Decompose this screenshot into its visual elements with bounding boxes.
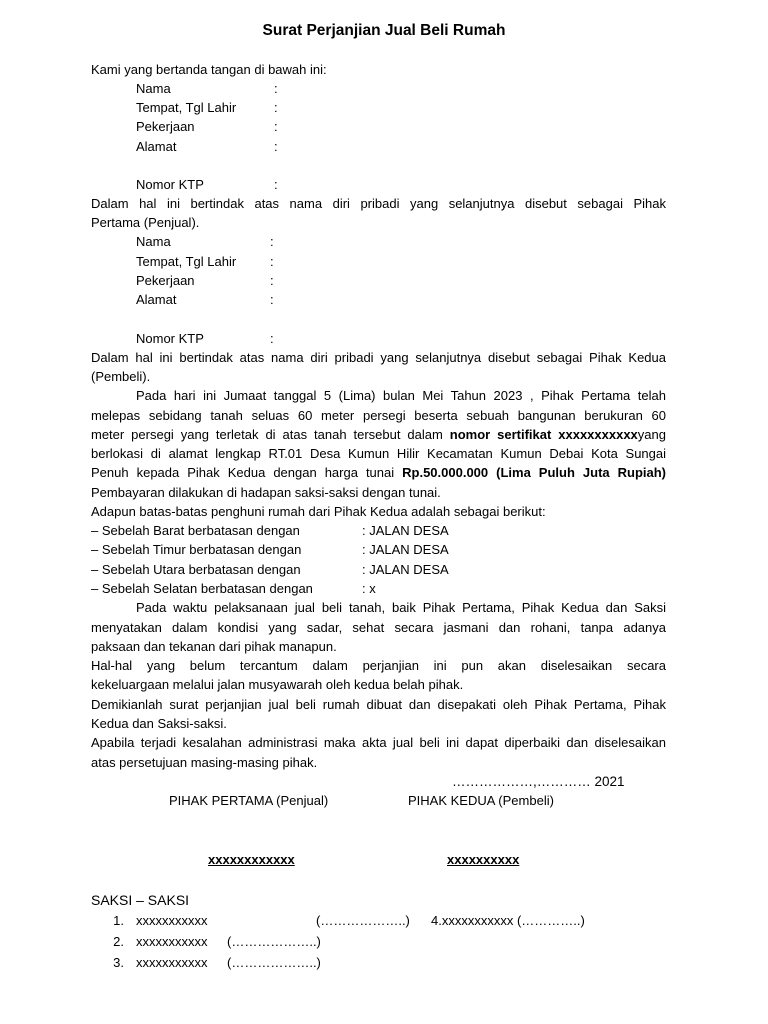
party2-colon: : <box>270 234 274 249</box>
witness-statement-line2: menyatakan dalam kondisi yang sadar, sehat secara jasmani dan rohani, tanpa adanya <box>91 620 666 635</box>
boundary-north-value: : JALAN DESA <box>362 562 449 577</box>
signature-label-buyer: PIHAK KEDUA (Pembeli) <box>408 793 554 808</box>
party2-field-nama: Nama <box>136 234 171 249</box>
settlement-line1: Hal-hal yang belum tercantum dalam perjanjian ini pun akan diselesaikan secara <box>91 658 666 673</box>
admin-line1: Apabila terjadi kesalahan administrasi maka akta jual beli ini dapat diperbaiki dan diselesaikan <box>91 735 666 750</box>
document-title: Surat Perjanjian Jual Beli Rumah <box>262 22 506 39</box>
boundary-east-value: : JALAN DESA <box>362 542 449 557</box>
main-paragraph-line1: Pada hari ini Jumaat tanggal 5 (Lima) bulan Mei Tahun 2023 , Pihak Pertama telah <box>136 388 666 403</box>
boundary-south-label: – Sebelah Selatan berbatasan dengan <box>91 581 313 596</box>
party1-statement-line2: Pertama (Penjual). <box>91 215 200 230</box>
party2-colon: : <box>270 273 274 288</box>
boundary-west-label: – Sebelah Barat berbatasan dengan <box>91 523 300 538</box>
party1-field-pekerjaan: Pekerjaan <box>136 119 195 134</box>
party1-colon: : <box>274 100 278 115</box>
main-paragraph-line6: Pembayaran dilakukan di hadapan saksi-saksi dengan tunai. <box>91 485 441 500</box>
witness-statement-line1: Pada waktu pelaksanaan jual beli tanah, baik Pihak Pertama, Pihak Kedua dan Saksi <box>136 600 666 615</box>
party1-field-alamat: Alamat <box>136 139 177 154</box>
party1-colon: : <box>274 177 278 192</box>
main-paragraph-line3: meter persegi yang terletak di atas tanah tersebut dalam nomor sertifikat xxxxxxxxxxxyang <box>91 427 666 442</box>
party2-colon: : <box>270 331 274 346</box>
party1-colon: : <box>274 139 278 154</box>
party1-colon: : <box>274 119 278 134</box>
admin-line2: atas persetujuan masing-masing pihak. <box>91 755 318 770</box>
intro-text: Kami yang bertanda tangan di bawah ini: <box>91 62 327 77</box>
signature-name-buyer: xxxxxxxxxx <box>447 852 520 867</box>
boundary-east-label: – Sebelah Timur berbatasan dengan <box>91 542 302 557</box>
witness-signature: (………………..) <box>227 955 321 970</box>
boundaries-intro: Adapun batas-batas penghuni rumah dari Pihak Kedua adalah sebagai berikut: <box>91 504 546 519</box>
boundary-south-value: : x <box>362 581 376 596</box>
signature-name-seller: xxxxxxxxxxxx <box>208 852 295 867</box>
witness-name: xxxxxxxxxxx <box>136 955 208 970</box>
main-paragraph-line4: berlokasi di alamat lengkap RT.01 Desa Kumun Hilir Kecamatan Kumun Debai Kota Sungai <box>91 446 666 461</box>
party1-field-nama: Nama <box>136 81 171 96</box>
party1-field-ktp: Nomor KTP <box>136 177 204 192</box>
witness-statement-line3: paksaan dan tekanan dari pihak manapun. <box>91 639 337 654</box>
party2-field-ktp: Nomor KTP <box>136 331 204 346</box>
certificate-number: nomor sertifikat xxxxxxxxxxx <box>449 427 638 442</box>
witness-item-4: 4.xxxxxxxxxxx (…………..) <box>431 913 585 928</box>
witness-signature: (………………..) <box>227 934 321 949</box>
party1-colon: : <box>274 81 278 96</box>
party2-colon: : <box>270 254 274 269</box>
witness-signature: (………………..) <box>316 913 410 928</box>
boundary-north-label: – Sebelah Utara berbatasan dengan <box>91 562 301 577</box>
party2-colon: : <box>270 292 274 307</box>
main-paragraph-line2: melepas sebidang tanah seluas 60 meter persegi beserta sebuah bangunan berukuran 60 <box>91 408 666 423</box>
witnesses-title: SAKSI – SAKSI <box>91 892 190 908</box>
signature-label-seller: PIHAK PERTAMA (Penjual) <box>169 793 329 808</box>
party2-statement-line1: Dalam hal ini bertindak atas nama diri pribadi yang selanjutnya disebut sebagai Pihak Kedua <box>91 350 666 365</box>
witness-name: xxxxxxxxxxx <box>136 913 208 928</box>
closing-line1: Demikianlah surat perjanjian jual beli rumah dibuat dan disepakati oleh Pihak Pertama, Pihak <box>91 697 666 712</box>
main-paragraph-line5: Penuh kepada Pihak Kedua dengan harga tunai Rp.50.000.000 (Lima Puluh Juta Rupiah) <box>91 465 667 480</box>
closing-line2: Kedua dan Saksi-saksi. <box>91 716 227 731</box>
party1-field-ttl: Tempat, Tgl Lahir <box>136 100 237 115</box>
party2-field-alamat: Alamat <box>136 292 177 307</box>
party2-field-pekerjaan: Pekerjaan <box>136 273 195 288</box>
date-line: ………………,………… 2021 <box>452 774 625 789</box>
price-amount: Rp.50.000.000 (Lima Puluh Juta Rupiah) <box>402 465 667 480</box>
boundary-west-value: : JALAN DESA <box>362 523 449 538</box>
party2-field-ttl: Tempat, Tgl Lahir <box>136 254 237 269</box>
settlement-line2: kekeluargaan melalui jalan musyawarah oleh kedua belah pihak. <box>91 677 464 692</box>
witness-name: xxxxxxxxxxx <box>136 934 208 949</box>
party2-statement-line2: (Pembeli). <box>91 369 151 384</box>
document-page: Surat Perjanjian Jual Beli Rumah Kami yang bertanda tangan di bawah ini: Nama : Tempat, Tgl Lahir : Pekerjaan : Alamat : Nomor KTP : Dalam hal ini bertindak atas nama diri pribadi yang selanjutnya disebut sebagai Pihak Pertama (Penjual). Nama : Tempat, Tgl Lahir : Pekerjaan : Alamat : Nomor KTP : Dalam hal ini bertindak atas nama diri pribadi yang selanjutnya disebut sebagai Pihak Kedua (Pembeli). Pada hari ini Jumaat tanggal 5 (Lima) bulan Mei Tahun 2023 , Pihak Pertama telah melepas sebidang tanah seluas 60 meter persegi beserta sebuah bangunan berukuran 60 meter persegi yang terletak di atas tanah tersebut dalam nomor sertifikat xxxxxxxxxxxyang berlokasi di alamat lengkap RT.01 Desa Kumun Hilir Kecamatan Kumun Debai Kota Sungai Penuh kepada Pihak Kedua dengan harga tunai Rp.50.000.000 (Lima Puluh Juta Rupiah) Pembayaran dilakukan di hadapan saksi-saksi dengan tunai. Adapun batas-batas penghuni rumah dari Pihak Kedua adalah sebagai berikut: – Sebelah Barat berbatasan dengan : JALAN DESA – Sebelah Timur berbatasan dengan : JALAN DESA – Sebelah Utara berbatasan dengan : JALAN DESA – Sebelah Selatan berbatasan dengan : x Pada waktu pelaksanaan jual beli tanah, baik Pihak Pertama, Pihak Kedua dan Saksi menyatakan dalam kondisi yang sadar, sehat secara jasmani dan rohani, tanpa adanya paksaan dan tekanan dari pihak manapun. Hal-hal yang belum tercantum dalam perjanjian ini pun akan diselesaikan secara kekeluargaan melalui jalan musyawarah oleh kedua belah pihak. Demikianlah surat perjanjian jual beli rumah dibuat dan disepakati oleh Pihak Pertama, Pihak Kedua dan Saksi-saksi. Apabila terjadi kesalahan administrasi maka akta jual beli ini dapat diperbaiki dan diselesaikan atas persetujuan masing-masing pihak. ………………,………… 2021 PIHAK PERTAMA (Penjual) PIHAK KEDUA (Pembeli) xxxxxxxxxxxx xxxxxxxxxx SAKSI – SAKSI 1. xxxxxxxxxxx (………………..) 4.xxxxxxxxxxx (…………..) 2. xxxxxxxxxxx (………………..) 3. xxxxxxxxxxx (………………..) <box>0 0 768 1024</box>
party1-statement-line1: Dalam hal ini bertindak atas nama diri pribadi yang selanjutnya disebut sebagai Pihak <box>91 196 666 211</box>
